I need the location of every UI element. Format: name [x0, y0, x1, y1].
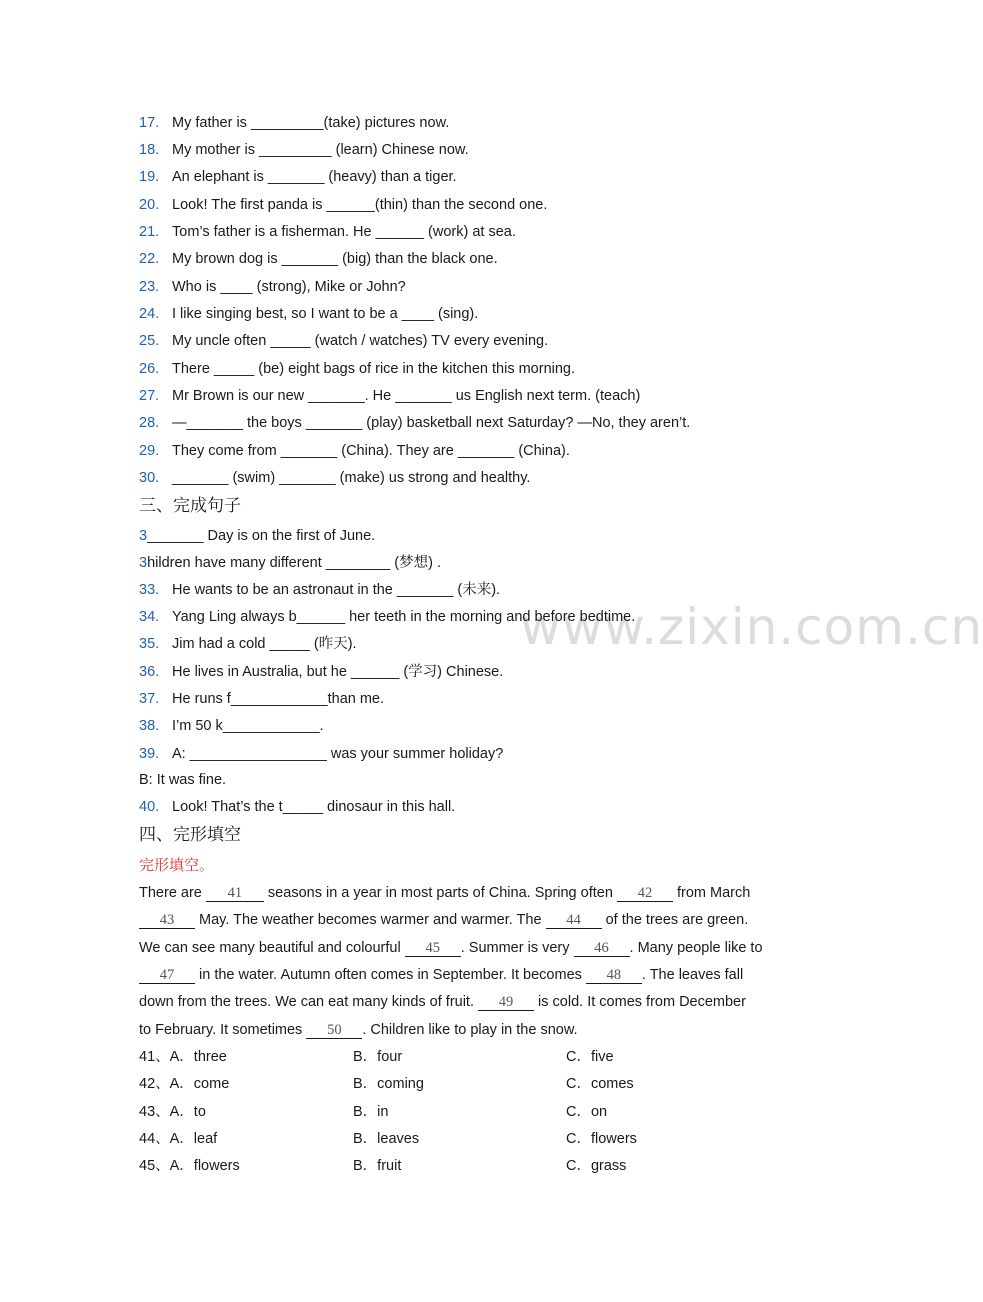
question-37: [139, 689, 384, 709]
options-row-42: [139, 1074, 779, 1094]
question-number: 17.: [139, 115, 160, 131]
cloze-line-1: [139, 883, 750, 903]
cloze-blank-43: 43: [139, 912, 195, 929]
option-c: C．grass: [566, 1158, 627, 1174]
question-33: [139, 580, 500, 600]
question-31: [139, 526, 375, 546]
question-22: [139, 249, 498, 269]
question-number: 3: [139, 555, 148, 571]
question-17: [139, 113, 449, 133]
question-number: 37.: [139, 691, 160, 707]
question-text: hildren have many different ________ (梦想) .: [147, 555, 442, 571]
option-c: C．comes: [566, 1076, 634, 1092]
question-number: 40.: [139, 799, 160, 815]
option-b: B．fruit: [353, 1158, 402, 1174]
section-4-title: 四、完形填空: [139, 825, 241, 845]
question-text: My brown dog is _______ (big) than the black one.: [172, 251, 498, 267]
question-number: 33.: [139, 582, 160, 598]
cloze-text: May. The weather becomes warmer and warmer. The: [195, 912, 546, 928]
question-number: 26.: [139, 361, 160, 377]
question-number: 35.: [139, 636, 160, 652]
question-21: [139, 222, 516, 242]
question-number: 19.: [139, 169, 160, 185]
option-b: B．in: [353, 1104, 389, 1120]
cloze-text: down from the trees. We can eat many kinds of fruit.: [139, 994, 479, 1010]
question-text: He wants to be an astronaut in the _______ (未来).: [172, 582, 501, 598]
question-text: An elephant is _______ (heavy) than a tiger.: [172, 169, 457, 185]
question-25: [139, 331, 548, 351]
question-text: Look! The first panda is ______(thin) than the second one.: [172, 197, 548, 213]
question-number: 34.: [139, 609, 160, 625]
cloze-text: We can see many beautiful and colourful: [139, 940, 405, 956]
option-a: 42、A．come: [139, 1076, 230, 1092]
cloze-blank-46: 46: [574, 940, 630, 957]
question-18: [139, 140, 469, 160]
question-number: 28.: [139, 415, 160, 431]
cloze-text: . Summer is very: [460, 940, 574, 956]
cloze-text: seasons in a year in most parts of China. Spring often: [263, 885, 617, 901]
option-a: 43、A．to: [139, 1104, 206, 1120]
cloze-text: . The leaves fall: [641, 967, 744, 983]
question-number: 25.: [139, 333, 160, 349]
question-text: Who is ____ (strong), Mike or John?: [172, 279, 406, 295]
question-39: [139, 744, 503, 764]
option-b: B．four: [353, 1049, 403, 1065]
cloze-label: 完形填空。: [139, 856, 215, 874]
question-26: [139, 359, 575, 379]
cloze-text: . Children like to play in the snow.: [362, 1022, 578, 1038]
question-number: 39.: [139, 746, 160, 762]
question-text: They come from _______ (China). They are _______ (China).: [172, 443, 570, 459]
question-38: [139, 716, 324, 736]
cloze-text: in the water. Autumn often comes in September. It becomes: [195, 967, 586, 983]
cloze-blank-42: 42: [617, 885, 673, 902]
question-number: 24.: [139, 306, 160, 322]
section-3-title: 三、完成句子: [139, 496, 241, 516]
option-a: 45、A．flowers: [139, 1158, 240, 1174]
question-number: 18.: [139, 142, 160, 158]
question-number: 30.: [139, 470, 160, 486]
question-20: [139, 195, 547, 215]
question-text: Look! That’s the t_____ dinosaur in this hall.: [172, 799, 456, 815]
cloze-blank-50: 50: [306, 1022, 362, 1039]
question-text: Tom’s father is a fisherman. He ______ (work) at sea.: [172, 224, 516, 240]
question-number: 29.: [139, 443, 160, 459]
cloze-blank-47: 47: [139, 967, 195, 984]
cloze-text: from March: [672, 885, 751, 901]
question-text: A: _________________ was your summer holiday?: [172, 746, 504, 762]
option-b: B．leaves: [353, 1131, 420, 1147]
question-number: 38.: [139, 718, 160, 734]
option-c: C．on: [566, 1104, 608, 1120]
options-row-44: [139, 1129, 779, 1149]
options-row-41: [139, 1047, 779, 1067]
question-40: [139, 797, 455, 817]
cloze-line-6: [139, 1020, 578, 1040]
cloze-blank-49: 49: [478, 994, 534, 1011]
option-a: 41、A．three: [139, 1049, 227, 1065]
question-number: 20.: [139, 197, 160, 213]
question-24: [139, 304, 478, 324]
question-32: [139, 553, 441, 573]
question-30: [139, 468, 530, 488]
question-text: Mr Brown is our new _______. He _______ us English next term. (teach): [172, 388, 641, 404]
question-text: He runs f____________than me.: [172, 691, 385, 707]
question-text: _______ Day is on the first of June.: [147, 528, 376, 544]
options-row-45: [139, 1156, 779, 1176]
options-row-43: [139, 1102, 779, 1122]
question-36: [139, 662, 503, 682]
question-text: He lives in Australia, but he ______ (学习) Chinese.: [172, 664, 504, 680]
cloze-line-5: [139, 992, 746, 1012]
question-text: _______ (swim) _______ (make) us strong and healthy.: [172, 470, 531, 486]
cloze-blank-45: 45: [405, 940, 461, 957]
question-number: 23.: [139, 279, 160, 295]
question-text: My uncle often _____ (watch / watches) TV every evening.: [172, 333, 549, 349]
watermark-text: www.zixin.com.cn: [520, 598, 983, 656]
question-text: —_______ the boys _______ (play) basketball next Saturday? —No, they aren’t.: [172, 415, 691, 431]
question-number: 21.: [139, 224, 160, 240]
cloze-blank-41: 41: [206, 885, 264, 902]
question-text: My father is _________(take) pictures now.: [172, 115, 450, 131]
option-a: 44、A．leaf: [139, 1131, 218, 1147]
question-39-reply: B: It was fine.: [139, 772, 227, 788]
option-c: C．flowers: [566, 1131, 637, 1147]
question-text: Yang Ling always b______ her teeth in the morning and before bedtime.: [172, 609, 636, 625]
cloze-blank-44: 44: [546, 912, 602, 929]
cloze-line-2: [139, 910, 748, 930]
question-27: [139, 386, 640, 406]
question-19: [139, 167, 457, 187]
cloze-line-4: [139, 965, 743, 985]
question-35: [139, 634, 357, 654]
question-text: My mother is _________ (learn) Chinese now.: [172, 142, 469, 158]
cloze-text: to February. It sometimes: [139, 1022, 307, 1038]
question-text: Jim had a cold _____ (昨天).: [172, 636, 357, 652]
question-34: [139, 607, 635, 627]
question-text: I like singing best, so I want to be a ____ (sing).: [172, 306, 479, 322]
cloze-blank-48: 48: [586, 967, 642, 984]
cloze-text: There are: [139, 885, 206, 901]
question-number: 22.: [139, 251, 160, 267]
question-text: There _____ (be) eight bags of rice in the kitchen this morning.: [172, 361, 576, 377]
question-number: 36.: [139, 664, 160, 680]
cloze-text: is cold. It comes from December: [534, 994, 746, 1010]
question-28: [139, 413, 690, 433]
option-b: B．coming: [353, 1076, 424, 1092]
option-c: C．five: [566, 1049, 614, 1065]
question-23: [139, 277, 406, 297]
question-number: 27.: [139, 388, 160, 404]
cloze-text: . Many people like to: [629, 940, 763, 956]
question-29: [139, 441, 570, 461]
cloze-text: of the trees are green.: [601, 912, 749, 928]
question-number: 3: [139, 528, 148, 544]
question-text: I’m 50 k____________.: [172, 718, 324, 734]
cloze-line-3: [139, 938, 763, 958]
